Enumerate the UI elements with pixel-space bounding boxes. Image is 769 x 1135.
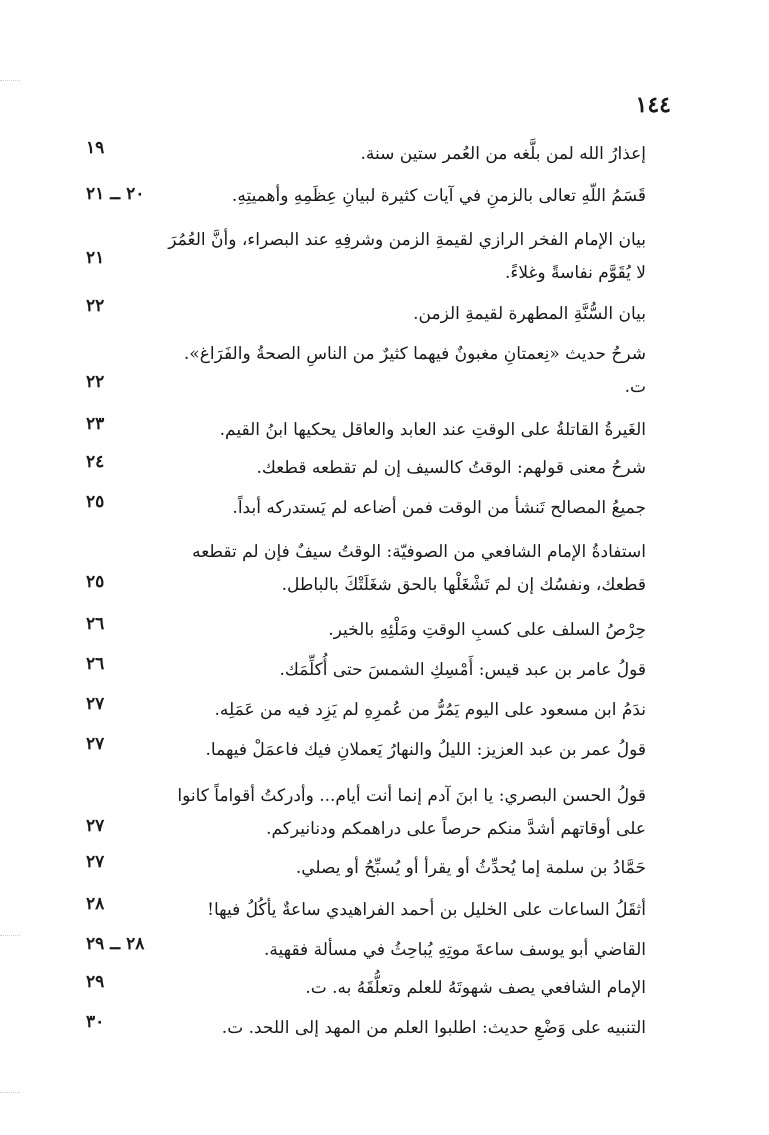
entry-page-ref: ٢٧ — [86, 816, 105, 836]
entry-text — [126, 780, 646, 846]
entry-line: شرحُ حديث «نِعمتانِ مغبونٌ فيهما كثيرٌ من الناسِ الصحةُ والفَرَاغ». — [183, 344, 646, 364]
entry-text — [126, 654, 646, 687]
entry-line: قولُ عمر بن عبد العزيز: الليلُ والنهارُ يَعملانِ فيك فاعمَلْ فيهما. — [205, 740, 646, 760]
entry-line: جميعُ المصالح تَنشأ من الوقت فمن أضاعه لم يَستدركه أبداً. — [232, 498, 646, 518]
entry-line: حَمَّادُ بن سلمة إما يُحدِّثُ أو يقرأ أو يُسبِّحُ أو يصلي. — [295, 858, 646, 878]
margin-mark — [0, 80, 20, 82]
entry-line: قولُ عامر بن عبد قيس: أَمْسِكِ الشمسَ حتى أُكلِّمَك. — [279, 660, 646, 680]
entry-line: على أوقاتهم أشدَّ منكم حرصاً على دراهمكم ودنانيركم. — [266, 819, 646, 839]
entry-page-ref: ٢٦ — [86, 614, 105, 634]
entry-text — [126, 972, 646, 1005]
entry-page-ref: ٣٠ — [86, 1012, 105, 1032]
entry-page-ref: ٢٥ — [86, 572, 105, 592]
entry-text — [126, 492, 646, 525]
entry-text — [126, 536, 646, 602]
entry-text — [126, 694, 646, 727]
entry-text — [126, 224, 646, 290]
entry-page-ref: ٢٥ — [86, 492, 105, 512]
entry-line: الإمام الشافعي يصف شهوتَهُ للعلم وتعلُّقَهُ به. ت. — [305, 978, 646, 998]
entry-text — [126, 852, 646, 885]
entry-page-ref: ٢٧ — [86, 734, 105, 754]
margin-mark — [0, 935, 20, 937]
entry-page-ref: ٢٠ ــ ٢١ — [86, 184, 145, 204]
entry-page-ref: ٢٣ — [86, 414, 105, 434]
entry-page-ref: ٢٧ — [86, 694, 105, 714]
entry-line: قولُ الحسن البصري: يا ابنَ آدم إنما أنت أيام... وأدركتُ أقواماً كانوا — [177, 786, 646, 806]
entry-text — [126, 338, 646, 404]
entry-line: التنبيه على وَضْعِ حديث: اطلبوا العلم من المهد إلى اللحد. ت. — [221, 1018, 646, 1038]
entry-page-ref: ٢١ — [86, 248, 105, 268]
entry-line: الغَيرةُ القاتلةُ على الوقتِ عند العابد والعاقل يحكيها ابنُ القيم. — [219, 420, 646, 440]
entry-line: استفادةُ الإمام الشافعي من الصوفيّة: الوقتُ سيفٌ فإن لم تقطعه — [192, 542, 646, 562]
entry-text — [126, 734, 646, 767]
entry-page-ref: ٢٤ — [86, 452, 105, 472]
entry-text — [126, 452, 646, 485]
entry-page-ref: ٢٨ ــ ٢٩ — [86, 934, 145, 954]
page-number: ١٤٤ — [635, 92, 671, 118]
entry-line: أثقَلُ الساعات على الخليل بن أحمد الفراهيدي ساعةٌ يأكُلُ فيها! — [207, 900, 646, 920]
entry-text — [126, 138, 646, 171]
entry-page-ref: ١٩ — [86, 138, 105, 158]
entry-page-ref: ٢٦ — [86, 654, 105, 674]
entry-text — [126, 414, 646, 447]
entry-page-ref: ٢٢ — [86, 372, 105, 392]
margin-mark — [0, 1092, 20, 1094]
entry-page-ref: ٢٨ — [86, 894, 105, 914]
entry-line: قطعك، ونفسُك إن لم تَشْغَلْها بالحق شغَلَتْكَ بالباطل. — [281, 575, 646, 595]
entry-line: بيان الإمام الفخر الرازي لقيمةِ الزمن وشرفِهِ عند البصراء، وأنَّ العُمُرَ — [168, 230, 646, 250]
entry-line: إعذارُ الله لمن بلَّغه من العُمر ستين سنة. — [360, 144, 646, 164]
entry-line: حِرْصُ السلف على كسبِ الوقتِ ومَلْئِهِ بالخير. — [328, 620, 646, 640]
entry-line: لا يُقَوَّم نفاسةً وغلاءً. — [504, 263, 646, 283]
entry-page-ref: ٢٢ — [86, 296, 105, 316]
entry-line: القاضي أبو يوسف ساعةَ موتِهِ يُباحِثُ في مسألة فقهية. — [263, 940, 646, 960]
entry-line: شرحُ معنى قولهم: الوقتُ كالسيف إن لم تقطعه قطعك. — [256, 458, 646, 478]
entry-line: ندَمُ ابن مسعود على اليوم يَمُرُّ من عُمرِهِ لم يَزِد فيه من عَمَلِه. — [214, 700, 646, 720]
entry-text — [126, 614, 646, 647]
entry-page-ref: ٢٩ — [86, 972, 105, 992]
entry-text — [126, 298, 646, 331]
entry-line: قَسَمُ اللّهِ تعالى بالزمنِ في آيات كثيرة لبيانِ عِظَمِهِ وأهميتِهِ. — [231, 186, 646, 206]
entry-line: ت. — [624, 377, 646, 397]
entry-text — [126, 1012, 646, 1045]
entry-page-ref: ٢٧ — [86, 852, 105, 872]
entry-line: بيان السُّنَّةِ المطهرة لقيمةِ الزمن. — [413, 304, 646, 324]
entry-text — [126, 894, 646, 927]
